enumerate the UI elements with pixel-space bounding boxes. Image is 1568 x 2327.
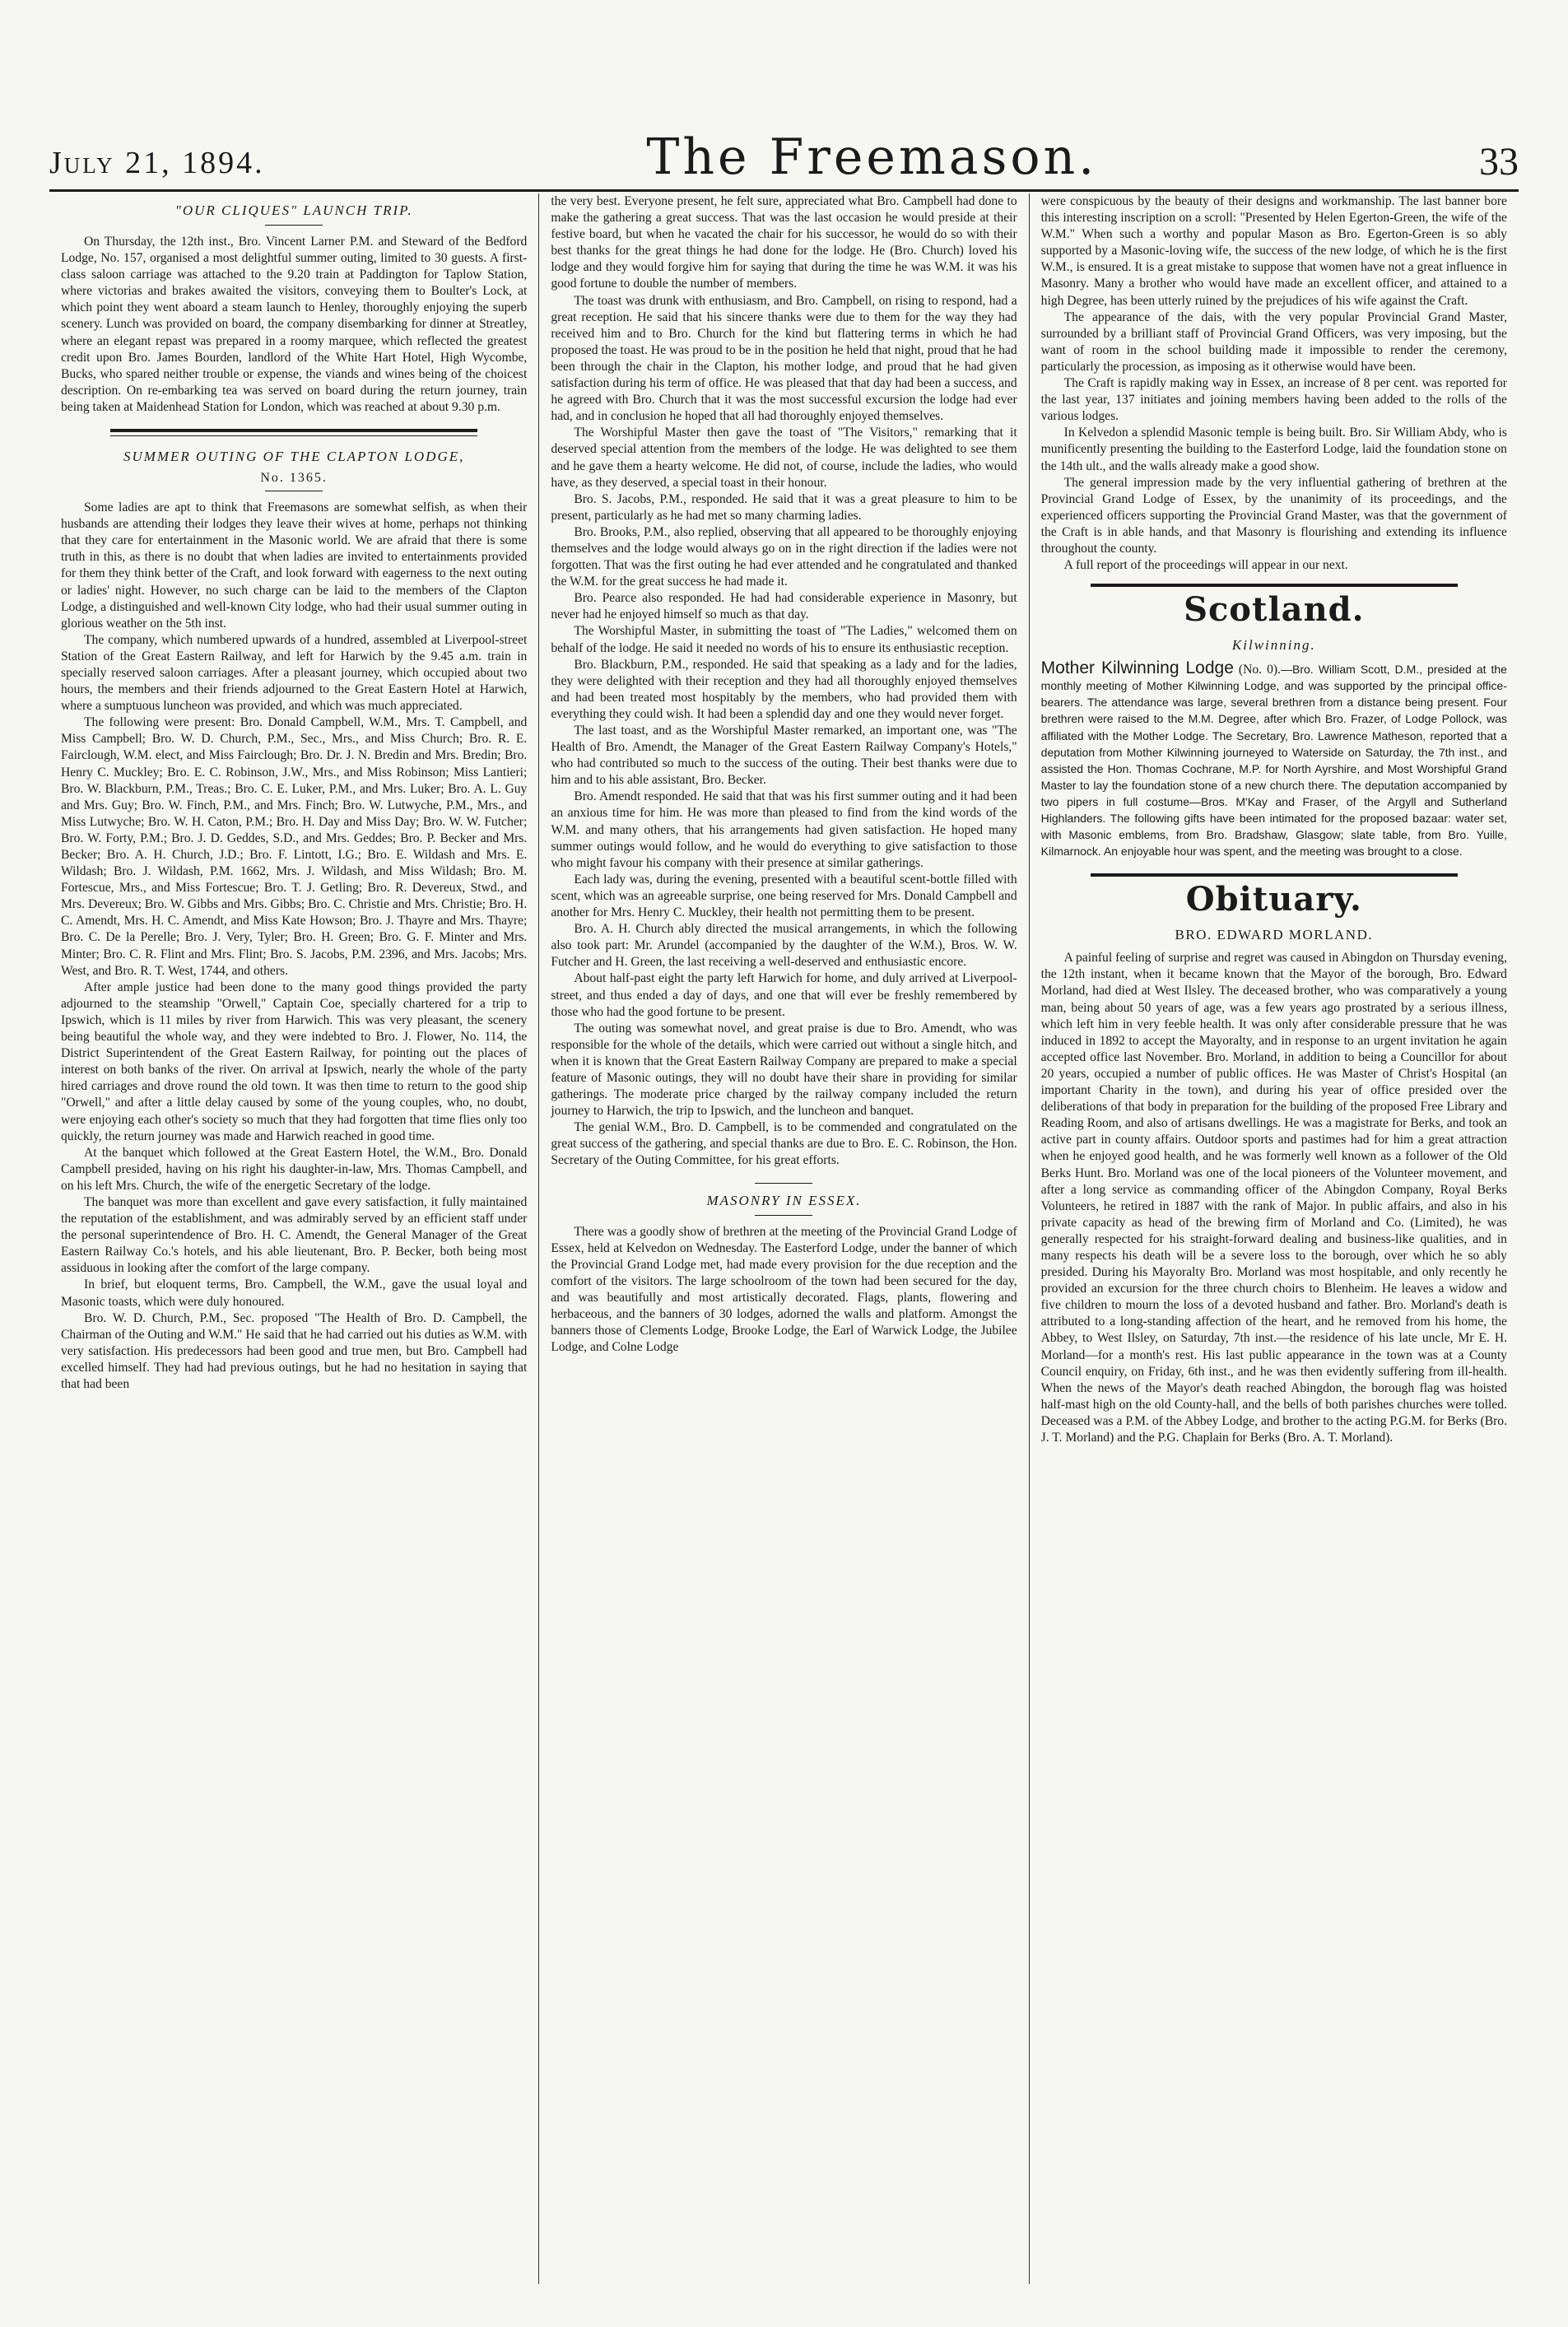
section-divider-thin	[110, 435, 477, 436]
scotland-notice	[1041, 660, 1507, 860]
paragraph: Each lady was, during the evening, presented with a beautiful scent-bottle filled with scent, which was an agreeable surprise, one being reserved for Mrs. Donald Campbell and another for Mrs. Henry C. Muckley, their health not permitting them to be present.	[551, 872, 1017, 920]
paragraph: The Craft is rapidly making way in Essex, an increase of 8 per cent. was reported for the last year, 137 initiates and joining members having been added to the rolls of the various lodges.	[1040, 376, 1507, 424]
paragraph: There was a goodly show of brethren at the meeting of the Provincial Grand Lodge of Essex, held at Kelvedon on Wednesday. The Easterford Lodge, under the banner of which the Provincial Grand Lodge met, had made every provision for the due reception and the comfort of the visitors. The large schoolroom of the town had been secured for the day, and was beautifully and most artistically decorated. Flags, plants, flowering and herbaceous, and the banners of 30 lodges, adorned the walls and platform. Amongst the banners those of Clements Lodge, Brooke Lodge, the Earl of Warwick Lodge, the Jubilee Lodge, and Colne Lodge	[551, 1224, 1017, 1355]
scotland-body: —Bro. William Scott, D.M., presided at the monthly meeting of Mother Kilwinning Lodge, and was supported by the principal office-bearers. The attendance was large, several brethren from a distance being present. Four brethren were raised to the M.M. Degree, after which Bro. Frazer, of Lodge Pollock, was affiliated with the Mother Lodge. The Secretary, Bro. Lawrence Matheson, reported that a deputation from Mother Kilwinning journeyed to Waterside on Saturday, the 7th inst., and assisted the Hon. Thomas Cochrane, M.P. for North Ayrshire, and Most Worshipful Grand Master to lay the foundation stone of a new church there. The deputation accompanied by two pipers in full costume—Bros. M'Kay and Fraser, of the Argyll and Sutherland Highlanders. The following gifts have been intimated for the proposed bazaar: water set, with Masonic emblems, from Bro. Bradshaw, Glasgow; slate table, from Bro. Yuille, Kilmarnock. An enjoyable hour was spent, and the meeting was brought to a close.	[1040, 663, 1507, 859]
paragraph: Bro. W. D. Church, P.M., Sec. proposed "The Health of Bro. D. Campbell, the Chairman of the Outing and W.M." He said that he had carried out his duties as W.M. with very satisfaction. His predecessors had been good and true men, but Bro. Campbell had excelled himself. They had had previous outings, but he had no hesitation in saying that that had been	[61, 1310, 528, 1391]
paragraph: Bro. Blackburn, P.M., responded. He said that speaking as a lady and for the ladies, they were delighted with their reception and they had all thoroughly enjoyed themselves and had been treated most hospitably by the members, who had provided them with everything they could wish. It had been a splendid day and one they would never forget.	[551, 657, 1017, 721]
paragraph: The banquet was more than excellent and gave every satisfaction, it fully maintained the reputation of the establishment, and was admirably served by an efficient staff under the personal superintendence of Bro. H. C. Amendt, the General Manager of the Great Eastern Railway Co.'s hotels, and his able lieutenant, Bro. P. Becker, both being most assiduous in looking after the comfort of the large company.	[61, 1194, 528, 1276]
paragraph: the very best. Everyone present, he felt sure, appreciated what Bro. Campbell had done to make the gathering a great success. That was the last occasion he would preside at their festive board, but when he vacated the chair for his successor, he would do so with their best thanks for the great things he had done for the lodge. He (Bro. Church) loved his lodge and they would forgive him for saying that during the time he was W.M. it was his good fortune to double the number of members.	[551, 194, 1017, 291]
publication-title: The Freemason.	[646, 128, 1098, 186]
kilwinning-heading: Kilwinning.	[1231, 637, 1316, 654]
essex-body-part2	[1041, 193, 1507, 574]
page-number: 33	[1478, 140, 1519, 184]
clapton-subheading: No. 1365.	[260, 471, 328, 486]
divider	[755, 1215, 812, 1216]
obituary-section-title: Obituary.	[1185, 880, 1362, 919]
paragraph: The appearance of the dais, with the very popular Provincial Grand Master, surrounded by a brilliant staff of Provincial Grand Officers, was very imposing, but the want of room in the school building made it impossible to render the ceremony, particularly the procession, as imposing as it otherwise would have been.	[1040, 309, 1507, 374]
column-1	[49, 193, 538, 2284]
essex-body-part1	[551, 1224, 1017, 1357]
paragraph: On Thursday, the 12th inst., Bro. Vincent Larner P.M. and Steward of the Bedford Lodge, No. 157, organised a most delightful summer outing, limited to 30 guests. A first-class saloon carriage was attached to the 9.20 train at Paddington for Taplow Station, where victorias and brakes awaited the visitors, conveying them to Boulter's Lock, at which point they went aboard a steam launch to Henley, thoroughly enjoying the superb scenery. Lunch was provided on board, the company disembarking for dinner at Streatley, where an elegant repast was prepared in a roomy marquee, which reflected the greatest credit upon Bro. James Bourden, landlord of the White Hart Hotel, High Wycombe, Bucks, who spared neither trouble or expense, the viands and wines being of the choicest description. On re-embarking tea was served on board during the return journey, train being taken at Maidenhead Station for London, which was reached at about 9.30 p.m.	[61, 235, 528, 414]
masthead	[49, 123, 1519, 192]
paragraph: The following were present: Bro. Donald Campbell, W.M., Mrs. T. Campbell, and Miss Campbell; Bro. W. D. Church, P.M., Sec., Mrs., and Miss Church; Bro. R. E. Fairclough, W.M. elect, and Miss Fairclough; Bro. Dr. J. N. Bredin and Mrs. Bredin; Bro. Henry C. Muckley; Bro. E. C. Robinson, J.W., Mrs., and Miss Robinson; Miss Lantieri; Bro. W. Blackburn, P.M., Treas.; Bro. C. E. Luker, P.M., and Mrs. Luker; Bro. A. L. Guy and Mrs. Guy; Bro. W. Finch, P.M., and Mrs. Finch; Bro. W. Lutwyche, P.M., Mrs., and Miss Lutwyche; Bro. W. H. Caton, P.M.; Bro. H. Day and Miss Day; Bro. W. W. Futcher; Bro. W. Forty, P.M.; Bro. J. D. Geddes, S.D., and Mrs. Geddes; Bro. P. Becker and Mrs. Becker; Bro. A. H. Church, J.D.; Bro. F. Lintott, I.G.; Bro. E. Wildash and Mrs. E. Wildash; Bro. J. Wildash, P.M. 1662, Mrs. J. Wildash, and Miss Wildash; Bro. M. Fortescue, Mrs., and Miss Fortescue; Bro. T. J. Getling; Bro. R. Devereux, Stwd., and Mrs. Devereux; Bro. W. Gibbs and Mrs. Gibbs; Bro. C. Christie and Mrs. Christie; Bro. H. C. Amendt, Mrs. H. C. Amendt, and Miss Kate Howson; Bro. J. Thayre and Mrs. Thayre; Bro. C. De la Perelle; Bro. J. Very, Tyler; Bro. H. Green; Bro. G. F. Minter and Mrs. Minter; Bro. C. R. Flint and Mrs. Flint; Bro. S. Jacobs, P.M. 2396, and Mrs. Jacobs; Mrs. West, and Bro. R. T. West, 1744, and others.	[61, 715, 528, 978]
clapton-body-part2	[551, 193, 1017, 1170]
paragraph: Some ladies are apt to think that Freemasons are somewhat selfish, as when their husbands are attending their lodges they leave their wives at home, perhaps not thinking that they care for entertainment in the Masonic world. We are afraid that there is some truth in this, as there is no doubt that when ladies are invited to entertainments provided for them they think better of the Craft, and look forward with eagerness to the next outing or ladies' night. However, no such charge can be laid to the members of the Clapton Lodge, a distinguished and well-known City lodge, who had their usual summer outing in glorious weather on the 5th inst.	[61, 500, 528, 631]
paragraph: A full report of the proceedings will appear in our next.	[1063, 558, 1348, 573]
scotland-section-title: Scotland.	[1184, 590, 1365, 630]
paragraph: Bro. Amendt responded. He said that that was his first summer outing and it had been an anxious time for him. He was more than pleased to find from the kind words of the W.M. and many others, that his arrangements had given satisfaction. He hoped many summer outings would follow, and he would do everything to give satisfaction to those who might favour his company with their presence at similar gatherings.	[551, 789, 1017, 870]
paragraph: Bro. Pearce also responded. He had had considerable experience in Masonry, but never had he enjoyed himself so much as that day.	[551, 591, 1017, 622]
obituary-name: BRO. EDWARD MORLAND.	[1175, 927, 1374, 943]
paragraph: The Worshipful Master then gave the toast of "The Visitors," remarking that it deserved special attention from the members of the lodge. He was delighted to see them and he gave them a hearty welcome. He did not, of course, include the ladies, who would have, as they deserved, a special toast in their honour.	[551, 426, 1017, 490]
paragraph: The genial W.M., Bro. D. Campbell, is to be commended and congratulated on the great success of the gathering, and special thanks are due to Bro. E. C. Robinson, the Hon. Secretary of the Outing Committee, for his great efforts.	[551, 1120, 1017, 1168]
paragraph: In Kelvedon a splendid Masonic temple is being built. Bro. Sir William Abdy, who is munificently presenting the building to the Easterford Lodge, laid the foundation stone on the 14th ult., and the walls already make a good show.	[1040, 426, 1507, 473]
section-divider-thick	[1091, 873, 1458, 877]
cliques-heading: "OUR CLIQUES" LAUNCH TRIP.	[174, 202, 413, 218]
paragraph: The general impression made by the very influential gathering of brethren at the Provincial Grand Lodge of Essex, by the unanimity of its proceedings, and the experienced officers supporting the Provincial Grand Master, was that the government of the Craft is in able hands, and that Masonry is flourishing and extending its influence throughout the county.	[1040, 475, 1507, 556]
obituary-body	[1041, 950, 1507, 1446]
section-divider-thick	[1091, 584, 1458, 587]
paragraph: Bro. Brooks, P.M., also replied, observing that all appeared to be thoroughly enjoying themselves and the lodge would always go on in the right direction if the ladies were not forgotten. That was the first outing he had ever attended and he congratulated and thanked the W.M. for the great success he had made it.	[551, 524, 1017, 589]
column-3	[1029, 193, 1519, 2284]
paragraph: The last toast, and as the Worshipful Master remarked, an important one, was "The Health of Bro. Amendt, the Manager of the Great Eastern Railway Company's Hotels," who had contributed so much to the success of the outing. Their best thanks were due to him and to his able assistant, Bro. Becker.	[551, 724, 1017, 788]
paragraph: At the banquet which followed at the Great Eastern Hotel, the W.M., Bro. Donald Campbell presided, having on his right his daughter-in-law, Mrs. Thomas Campbell, and on his left Mrs. Church, the wife of the energetic Secretary of the lodge.	[61, 1145, 528, 1193]
cliques-body	[61, 234, 527, 416]
divider	[265, 225, 323, 226]
clapton-body-part1	[61, 500, 527, 1393]
paragraph: In brief, but eloquent terms, Bro. Campbell, the W.M., gave the usual loyal and Masonic toasts, which were duly honoured.	[61, 1278, 528, 1309]
section-divider-thick	[110, 429, 477, 432]
paragraph: were conspicuous by the beauty of their designs and workmanship. The last banner bore this interesting inscription on a scroll: "Presented by Helen Egerton-Green, the wife of the W.M." When such a worthy and popular Mason as Bro. Egerton-Green is so ably supported by a Masonic-loving wife, the success of the new lodge, of which he is the first W.M., is ensured. It is a great mistake to suppose that women have not a great influence in Masonry. Many a brother who would have made an excellent officer, and attained to a high Degree, has been utterly ruined by the prejudices of his wife against the Craft.	[1040, 194, 1507, 308]
issue-date: July 21, 1894.	[49, 146, 265, 180]
article-columns	[49, 193, 1519, 2284]
clapton-heading: SUMMER OUTING OF THE CLAPTON LODGE,	[123, 449, 465, 465]
lodge-number: (No. 0).	[1233, 663, 1281, 677]
paragraph: After ample justice had been done to the many good things provided the party adjourned to the steamship "Orwell," Captain Coe, specially chartered for a trip to Ipswich, which is 11 miles by river from Harwich. This was very pleasant, the scenery being beautiful the whole way, and they were indebted to Bro. J. Flower, No. 114, the District Superintendent of the Great Eastern Railway, for pointing out the places of interest on both banks of the river. On arrival at Ipswich, nearly the whole of the party hired carriages and drove round the old town. It was then time to return to the good ship "Orwell," and after a little delay caused by some of the young couples, who, no doubt, were enjoying each other's society so much that they had forgotten that time flies only too quickly, the return journey was made and Harwich reached in good time.	[61, 980, 528, 1143]
paragraph: The outing was somewhat novel, and great praise is due to Bro. Amendt, who was responsible for the whole of the details, which were carried out without a single hitch, and when it is known that the Great Eastern Railway Company are prepared to make a special feature of Masonic outings, they will no doubt have their share in providing for similar gatherings. The moderate price charged by the railway company included the return journey to Harwich, the trip to Ipswich, and the luncheon and banquet.	[551, 1021, 1017, 1119]
paragraph: The Worshipful Master, in submitting the toast of "The Ladies," welcomed them on behalf of the lodge. He said it needed no words of his to ensure its enthusiastic reception.	[551, 624, 1017, 655]
essex-heading: MASONRY IN ESSEX.	[706, 1192, 862, 1208]
paragraph: Bro. A. H. Church ably directed the musical arrangements, in which the following also took part: Mr. Arundel (accompanied by the daughter of the W.M.), Bros. W. W. Futcher and H. Green, the last receiving a well-deserved and enthusiastic encore.	[551, 922, 1017, 970]
divider	[755, 1183, 812, 1184]
paragraph: Bro. S. Jacobs, P.M., responded. He said that it was a great pleasure to him to be present, particularly as he had met so many charming ladies.	[551, 491, 1017, 523]
paragraph: The company, which numbered upwards of a hundred, assembled at Liverpool-street Station of the Great Eastern Railway, and left for Harwich by the 9.45 a.m. train in specially reserved saloon carriages. After a pleasant journey, which occupied about two hours, the members and their friends adjourned to the Great Eastern Hotel at Harwich, where a sumptuous luncheon was provided, and which was much appreciated.	[61, 632, 528, 714]
paragraph: About half-past eight the party left Harwich for home, and duly arrived at Liverpool-street, and thus ended a day of days, and one that will ever be freshly remembered by those who had the good fortune to be present.	[551, 971, 1017, 1019]
lodge-title: Mother Kilwinning Lodge	[1040, 659, 1234, 678]
paragraph: The toast was drunk with enthusiasm, and Bro. Campbell, on rising to respond, had a great reception. He said that his sincere thanks were due to them for the way they had received him and to Bro. Church for the kind but flattering terms in which he had proposed the toast. He was proud to be in the position he held that night, proud that he had been through the chair in the Clapton, his mother lodge, and proud that he had given satisfaction during his term of office. He was pleased that that day had been a success, and he agreed with Bro. Church that it was the most successful excursion the lodge had ever had, and in conclusion he hoped that all had thoroughly enjoyed themselves.	[551, 293, 1017, 424]
column-2	[538, 193, 1028, 2284]
paragraph: A painful feeling of surprise and regret was caused in Abingdon on Thursday evening, the 12th instant, when it became known that the Mayor of the borough, Bro. Edward Morland, had died at West Ilsley. The deceased brother, who was comparatively a young man, being about 50 years of age, was a few years ago prostrated by a serious illness, which left him in very feeble health. It was only after considerable pressure that he was induced in 1892 to accept the Mayoralty, and in response to an urgent invitation he again accepted office last November. Bro. Morland, in addition to being a Councillor for about 20 years, occupied a number of public offices. He was Master of Christ's Hospital (an important Charity in the town), and during his year of office presided over the deliberations of that body in preparation for the building of the proposed Free Library and Reading Room, and also of artisans dwellings. He was a magistrate for Berks, and took an active part in county affairs. Outdoor sports and pastimes had for him a great attraction when he enjoyed good health, and he was formerly well known as a follower of the Old Berks Hunt. Bro. Morland was one of the local pioneers of the Volunteer movement, and after a long service as commanding officer of the Abingdon Company, Royal Berks Volunteers, he retired in 1887 with the rank of Major. In public affairs, and also in his private capacity as head of the brewing firm of Morland and Co. (Limited), he was generally respected for his straight-forward dealing and business-like qualities, and in many respects his death will be a severe loss to the borough, over which he so ably presided. During his Mayoralty Bro. Morland was most hospitable, and only recently he provided an excursion for the three church choirs to Blenheim. He leaves a widow and five children to mourn the loss of a devoted husband and father. Bro. Morland's death is attributed to a long-standing affection of the heart, and he removed from his home, the Abbey, to West Ilsley, on Saturday, 7th inst.—the residence of his late uncle, Mr E. H. Morland—for a month's rest. His last public appearance in the town was at a County Council enquiry, on Friday, 6th inst., and he was then evidently suffering from ill-health. When the news of the Mayor's death reached Abingdon, the borough flag was hoisted half-mast high on the old County-hall, and the bells of both parishes churches were tolled. Deceased was a P.M. of the Abbey Lodge, and brother to the acting P.G.M. for Berks (Bro. J. T. Morland) and the P.G. Chaplain for Berks (Bro. A. T. Morland).	[1040, 951, 1507, 1445]
